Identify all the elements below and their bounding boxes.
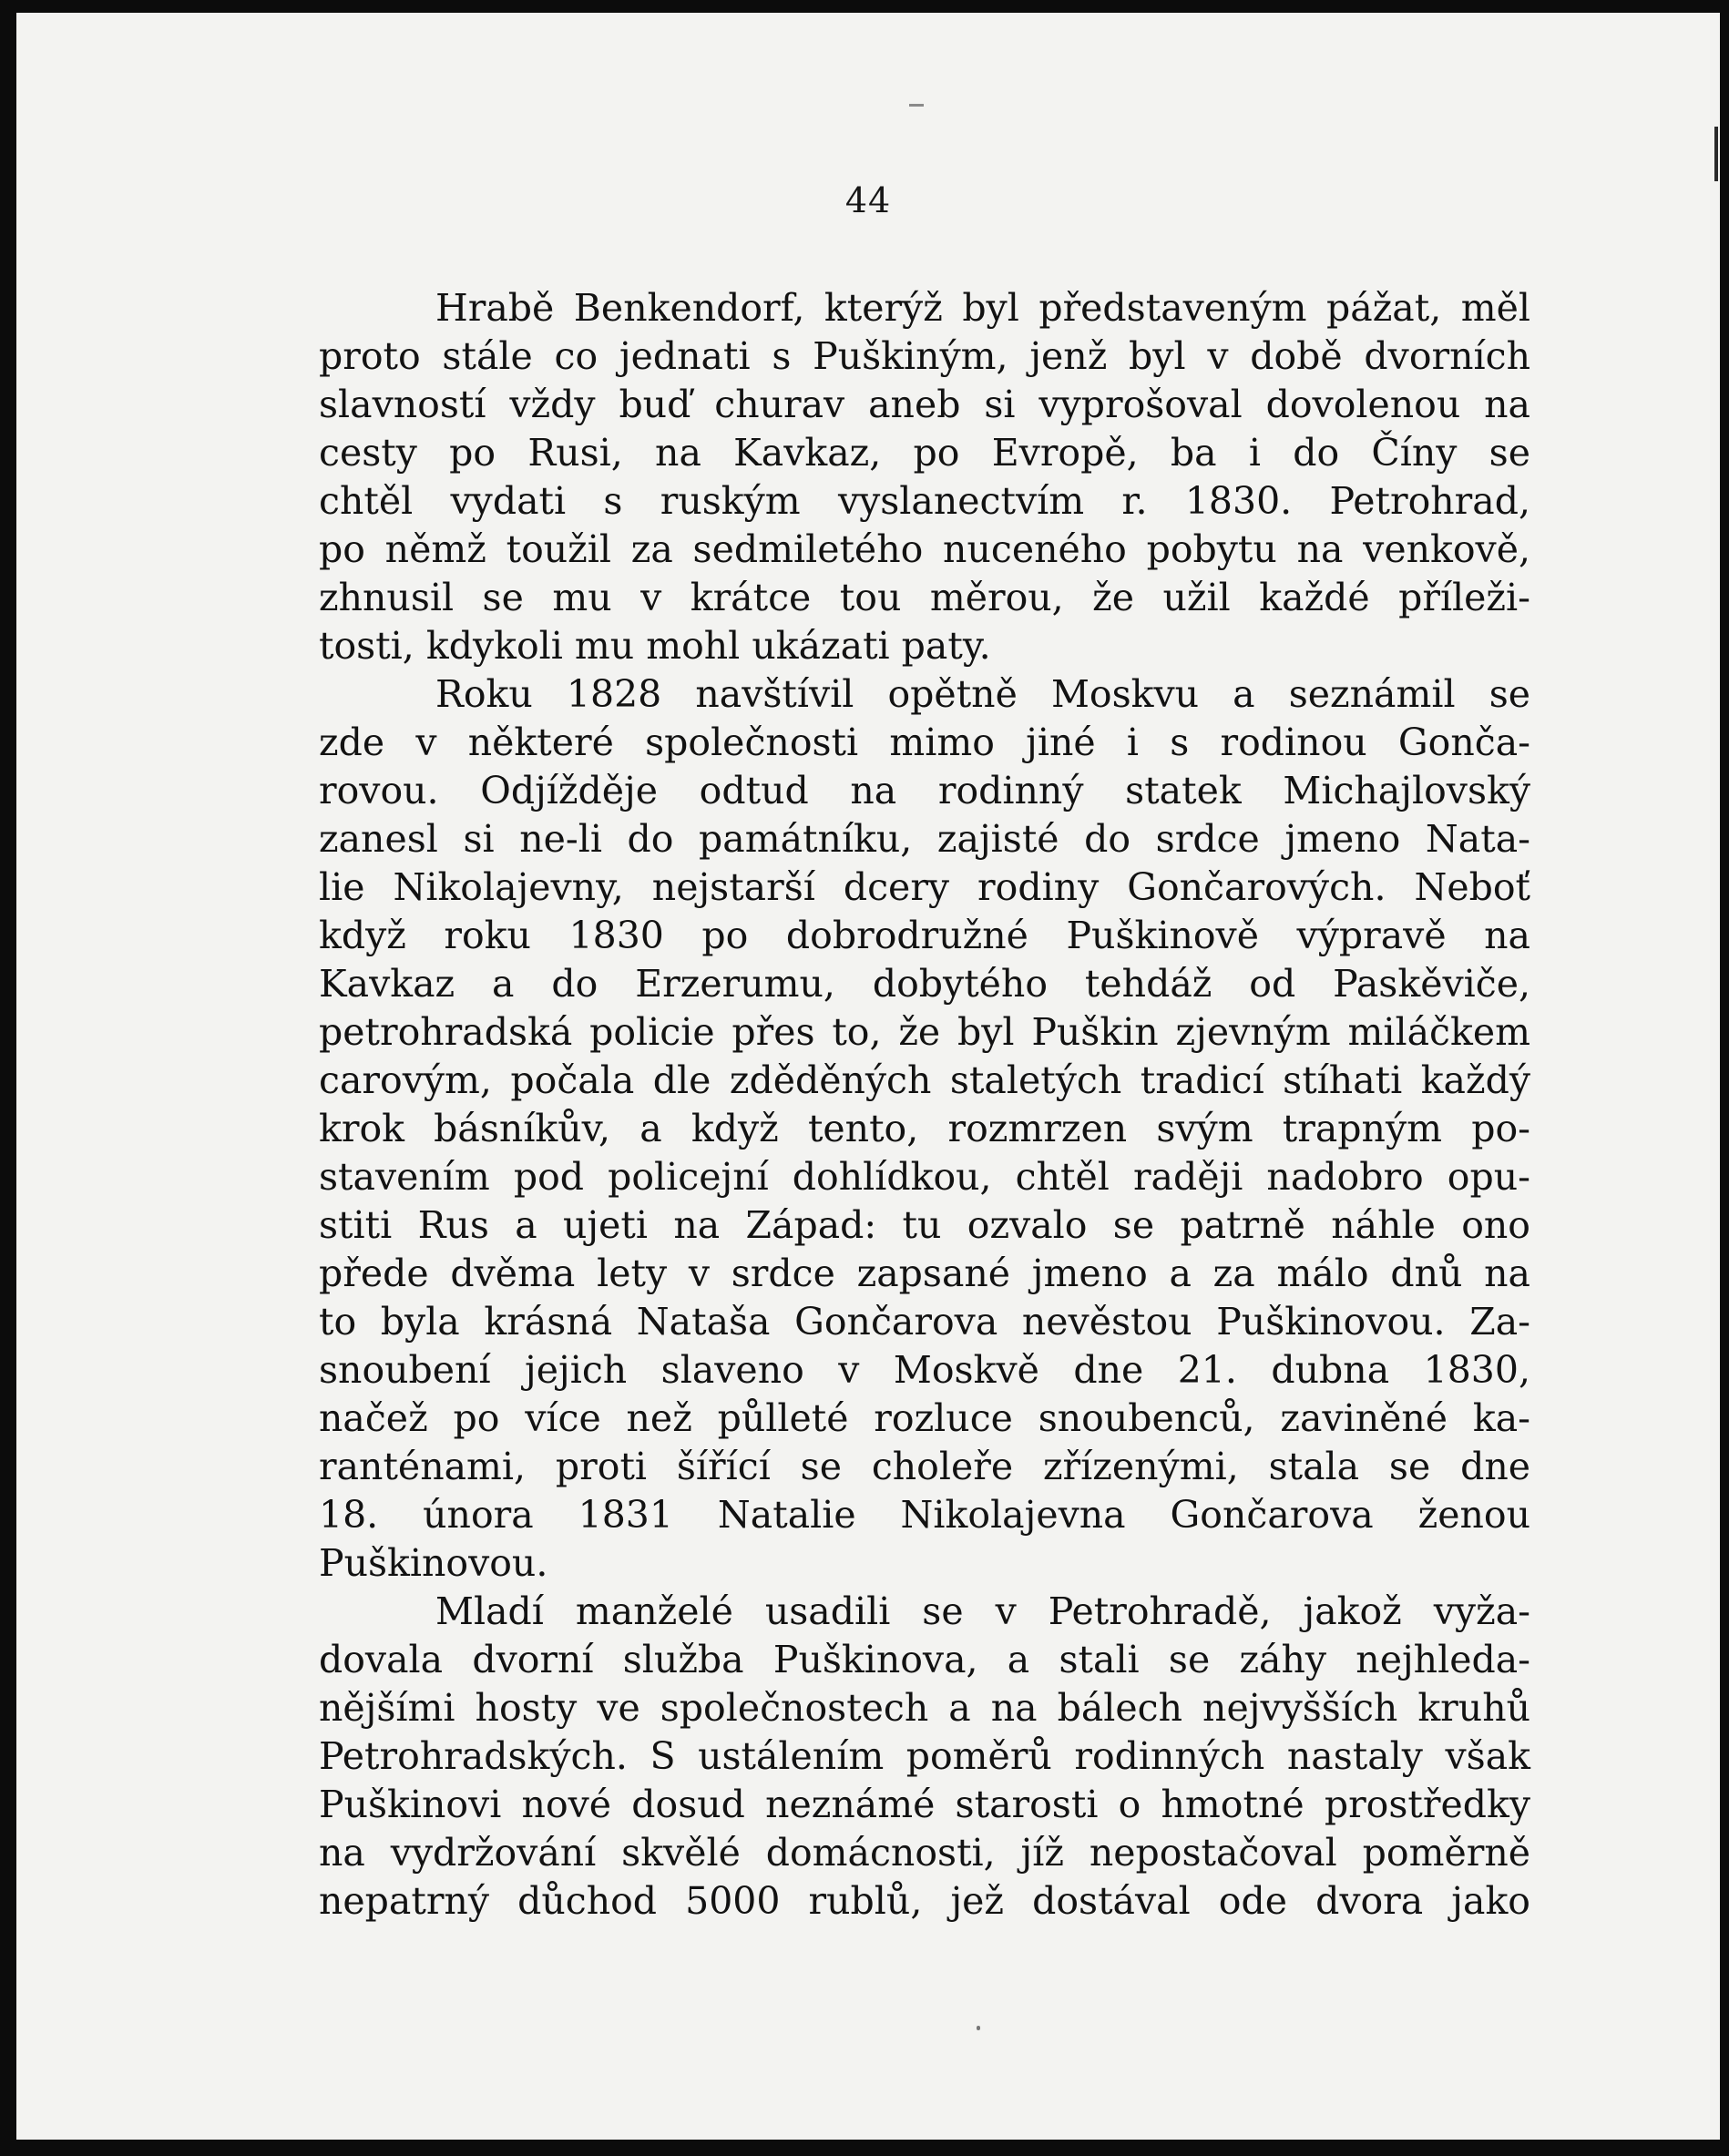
text-line: přede dvěma lety v srdce zapsané jmeno a za málo dnů na (319, 1252, 1530, 1295)
text-line: nějšími hosty ve společnostech a na bálech nejvyšších kruhů (319, 1686, 1530, 1730)
text-line: ranténami, proti šířící se choleře zřízenými, stala se dne (319, 1445, 1530, 1488)
text-line: dovala dvorní služba Puškinova, a stali se záhy nejhleda- (319, 1638, 1530, 1681)
text-line: zde v některé společnosti mimo jiné i s rodinou Gonča- (319, 720, 1530, 764)
text-line: zhnusil se mu v krátce tou měrou, že užil každé příleži- (319, 576, 1530, 619)
text-line: Hrabě Benkendorf, kterýž byl představeným pážat, měl (435, 286, 1530, 330)
text-line: to byla krásná Nataša Gončarova nevěstou Puškinovou. Za- (319, 1300, 1530, 1344)
scan-edge-mark (1714, 127, 1718, 181)
book-page (16, 13, 1720, 2140)
text-line: snoubení jejich slaveno v Moskvě dne 21. dubna 1830, (319, 1348, 1530, 1392)
text-line: Puškinovou. (319, 1541, 548, 1585)
text-line: slavností vždy buď churav aneb si vyprošoval dovolenou na (319, 383, 1530, 426)
text-line: carovým, počala dle zděděných staletých tradicí stíhati každý (319, 1058, 1530, 1102)
text-line: stiti Rus a ujeti na Západ: tu ozvalo se patrně náhle ono (319, 1203, 1530, 1247)
text-line: Puškinovi nové dosud neznámé starosti o hmotné prostředky (319, 1783, 1530, 1826)
text-line: když roku 1830 po dobrodružné Puškinově výpravě na (319, 914, 1530, 957)
text-line: zanesl si ne-li do památníku, zajisté do srdce jmeno Nata- (319, 817, 1530, 861)
text-line: načež po více než půlleté rozluce snoubenců, zaviněné ka- (319, 1396, 1530, 1440)
text-line: rovou. Odjížděje odtud na rodinný statek Michajlovský (319, 769, 1530, 812)
text-line: Kavkaz a do Erzerumu, dobytého tehdáž od Paskěviče, (319, 962, 1530, 1006)
text-line: Mladí manželé usadili se v Petrohradě, jakož vyža- (435, 1589, 1530, 1633)
page-number: 44 (844, 180, 892, 220)
text-line: Roku 1828 navštívil opětně Moskvu a seznámil se (435, 672, 1530, 716)
text-line: nepatrný důchod 5000 rublů, jež dostával ode dvora jako (319, 1879, 1530, 1923)
text-line: tosti, kdykoli mu mohl ukázati paty. (319, 624, 991, 668)
body-text (319, 284, 1530, 1926)
scan-artifact-mark (909, 104, 924, 107)
text-line: po němž toužil za sedmiletého nuceného pobytu na venkově, (319, 527, 1530, 571)
text-line: stavením pod policejní dohlídkou, chtěl raději nadobro opu- (319, 1155, 1530, 1199)
text-line: proto stále co jednati s Puškiným, jenž byl v době dvorních (319, 334, 1530, 378)
scan-artifact-dot (977, 2026, 980, 2030)
text-line: lie Nikolajevny, nejstarší dcery rodiny Gončarových. Neboť (319, 865, 1530, 909)
text-line: Petrohradských. S ustálením poměrů rodinných nastaly však (319, 1734, 1530, 1778)
text-line: chtěl vydati s ruským vyslanectvím r. 1830. Petrohrad, (319, 479, 1530, 523)
text-line: petrohradská policie přes to, že byl Puškin zjevným miláčkem (319, 1010, 1530, 1054)
text-line: cesty po Rusi, na Kavkaz, po Evropě, ba i do Číny se (319, 431, 1530, 475)
text-line: krok básníkův, a když tento, rozmrzen svým trapným po- (319, 1107, 1530, 1150)
text-line: 18. února 1831 Natalie Nikolajevna Gončarova ženou (319, 1493, 1530, 1537)
text-line: na vydržování skvělé domácnosti, jíž nepostačoval poměrně (319, 1831, 1530, 1875)
